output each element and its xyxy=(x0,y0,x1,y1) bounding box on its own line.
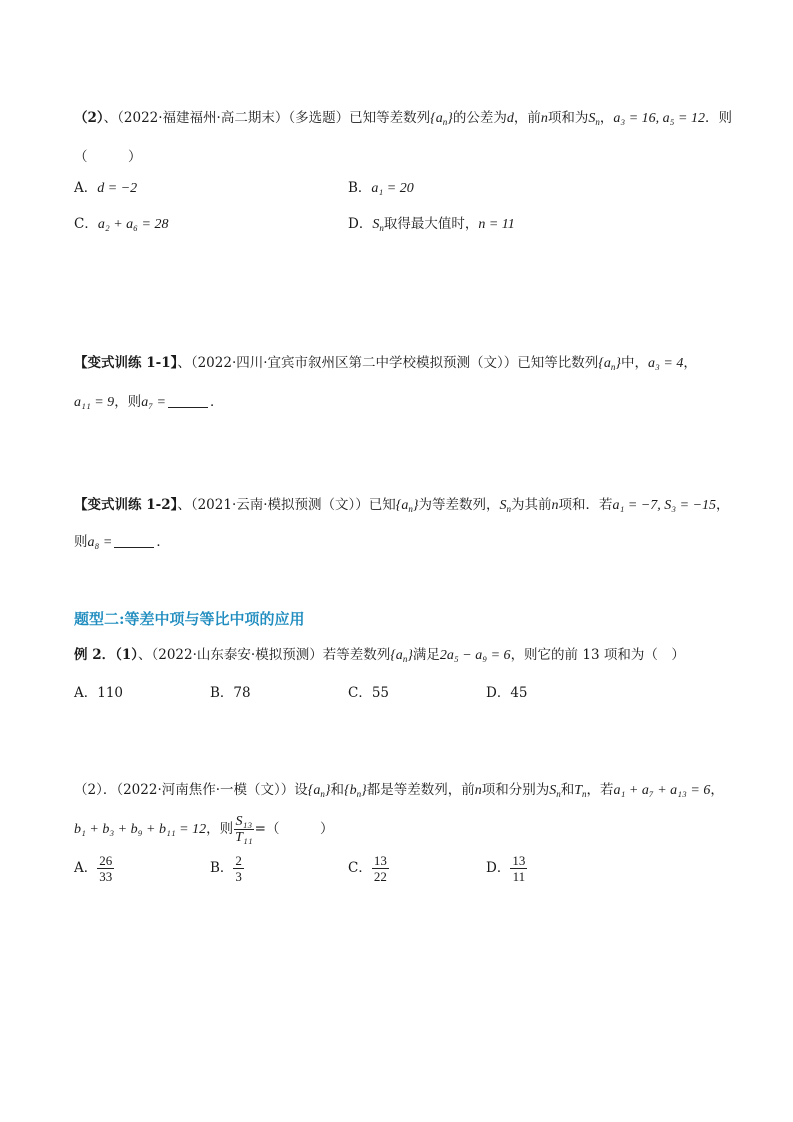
ex2b-option-c: C． $\frac{13}{22}$ xyxy=(348,853,387,884)
q2-source: 、（2022·福建福州·高二期末）（多选题）已知等差数列 xyxy=(103,110,431,126)
fraction-s13-t11: $\frac{\text{S₁₃}}{\text{T₁₁}}$ xyxy=(235,814,253,845)
ex2b-option-d: D． $\frac{13}{11}$ xyxy=(486,853,526,884)
answer-blank[interactable] xyxy=(168,395,208,408)
ex2-option-d: D．45 xyxy=(486,685,528,701)
ex2b-option-a: A． $\frac{26}{33}$ xyxy=(74,853,113,884)
variant-1-1-line2: a₁₁ = 9，则a₇ = ． xyxy=(74,394,224,410)
q2-stem-line1: （2）、（2022·福建福州·高二期末）（多选题）已知等差数列$\{a_n\}$的公差为d，前n项和为$S_n$，a₃ = 16, a₅ = 12．则 xyxy=(74,110,732,127)
q2-option-a: A．d = −2 xyxy=(74,180,138,196)
variant-1-1-label: 【变式训练 1-1】 xyxy=(74,355,178,371)
section-heading: 题型二:等差中项与等比中项的应用 xyxy=(74,610,305,628)
variant-1-1-line1: 【变式训练 1-1】、（2022·四川·宜宾市叙州区第二中学校模拟预测（文））已知等比数列$\{a_n\}$中，a₃ = 4， xyxy=(74,355,697,372)
q2-number: （2） xyxy=(74,110,104,126)
variant-1-2-line2: 则a₈ = ． xyxy=(74,534,170,550)
ex2-option-a: A．110 xyxy=(74,685,124,701)
example-2-part1: 例 2．（1）、（2022·山东泰安·模拟预测）若等差数列$\{a_n\}$满足2a₅ − a₉ = 6，则它的前 13 项和为（ ） xyxy=(74,647,685,664)
q2-option-c: C．a₂ + a₆ = 28 xyxy=(74,216,169,232)
q2-option-b: B．a₁ = 20 xyxy=(348,180,414,196)
seq-an: $\{a_n\}$ xyxy=(430,111,453,127)
variant-1-2-label: 【变式训练 1-2】 xyxy=(74,497,178,513)
ex2-option-c: C．55 xyxy=(348,685,390,701)
example-2-part2-line1: （2）．（2022·河南焦作·一模（文））设$\{a_n\}$和$\{b_n\}$都是等差数列，前n项和分别为$S_n$和$T_n$，若a₁ + a₇ + a₁₃ = 6， xyxy=(74,782,724,799)
q2-paren: （ ） xyxy=(74,149,142,165)
q2-condition: a₃ = 16, a₅ = 12 xyxy=(613,111,705,126)
variant-1-2-line1: 【变式训练 1-2】、（2021·云南·模拟预测（文））已知$\{a_n\}$为等差数列，$S_n$为其前n项和．若a₁ = −7, S₃ = −15， xyxy=(74,497,730,514)
example-2-label: 例 2．（1） xyxy=(74,647,138,663)
ex2-option-b: B．78 xyxy=(210,685,251,701)
answer-blank[interactable] xyxy=(114,535,154,548)
q2-option-d: D．$S_n$取得最大值时，n = 11 xyxy=(348,216,515,233)
ex2b-option-b: B． $\frac{2}{3}$ xyxy=(210,853,242,884)
example-2-part2-line2: b₁ + b₃ + b₉ + b₁₁ = 12，则 $\frac{\text{S₁₃}}{\text{T₁₁}}$ =（ ） xyxy=(74,814,334,845)
